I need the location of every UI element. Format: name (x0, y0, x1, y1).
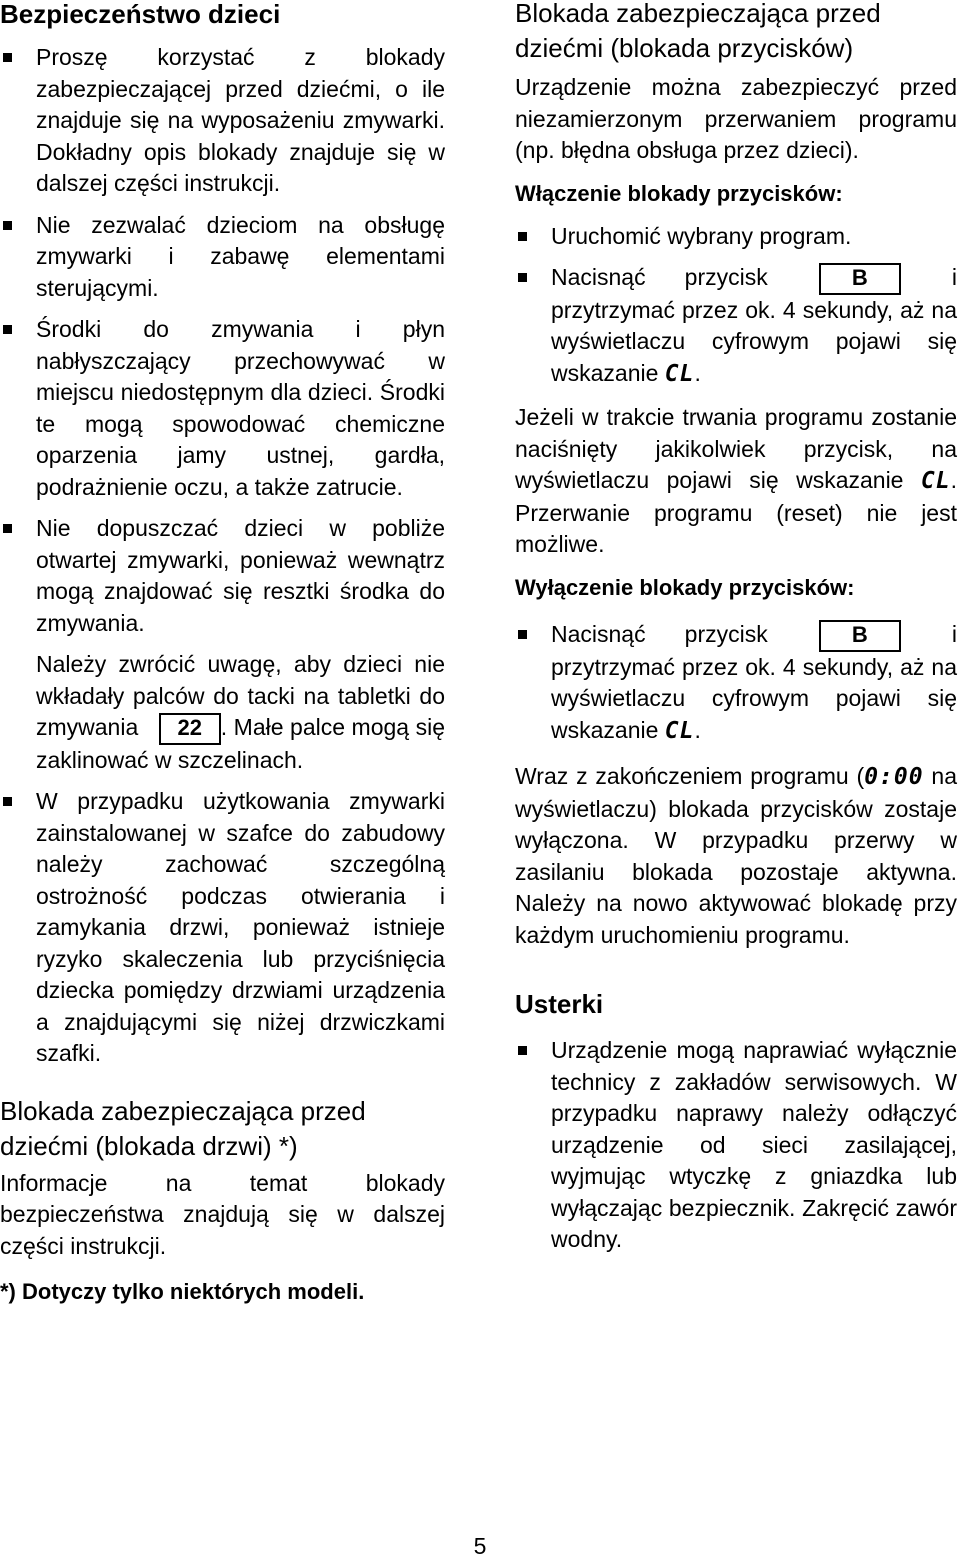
list-item-text: Środki do zmywania i płyn nabłyszczający przechowywać w miejscu niedostępnym dla dzieci. Środki te mogą spowodować chemiczne oparzenia jamy ustnej, gardła, podrażnienie oczu, a także zatrucie. (36, 316, 445, 500)
section-title-child-safety: Bezpieczeństwo dzieci (0, 0, 281, 29)
key-lock-intro: Urządzenie można zabezpieczyć przed niezamierzonym przerwaniem programu (np. błędna obsługa przez dzieci). (515, 74, 957, 163)
bullet-icon (518, 273, 527, 282)
key-b-icon: B (819, 620, 901, 652)
list-item-text: Nie zezwalać dzieciom na obsługę zmywarki i zabawę elementami sterującymi. (36, 211, 445, 301)
period: . (694, 359, 701, 386)
tablet-note-text-after: . Małe palce mogą się zaklinować w szczelinach. (36, 714, 445, 773)
list-item-text-after: i przytrzymać przez ok. 4 sekundy, aż na wyświetlaczu cyfrowym pojawi się wskazanie (551, 620, 958, 743)
key-b-icon: B (819, 263, 901, 295)
bullet-icon (518, 630, 527, 639)
during-text-after: . Przerwanie programu (reset) nie jest możliwe. (515, 467, 958, 558)
enable-heading: Włączenie blokady przycisków: (515, 180, 843, 206)
section-title-key-lock: Blokada zabezpieczająca przed dziećmi (blokada przycisków) (515, 0, 881, 63)
figure-ref-box: 22 (159, 713, 221, 745)
list-item-text: Nacisnąć przycisk (551, 620, 768, 647)
bullet-icon (3, 221, 12, 230)
tablet-tray-note (36, 649, 445, 776)
section-title-door-lock: Blokada zabezpieczająca przed dziećmi (blokada drzwi) *) (0, 1095, 366, 1161)
left-column (0, 0, 445, 1308)
during-program-text (515, 402, 957, 561)
bullet-icon (3, 53, 12, 62)
list-item-text-after: i przytrzymać przez ok. 4 sekundy, aż na wyświetlaczu cyfrowym pojawi się wskazanie (551, 264, 958, 386)
list-item-text: Urządzenie mogą naprawiać wyłącznie technicy z zakładów serwisowych. W przypadku naprawy należy odłączyć urządzenie od sieci zasilającej, wyjmując wtyczkę z gniazdka lub wyłączając bezpiecznik. Zakręcić zawór wodny. (551, 1037, 957, 1253)
right-column (515, 0, 957, 1256)
page-number: 5 (473, 1533, 487, 1559)
bullet-icon (518, 1046, 527, 1055)
bullet-icon (3, 325, 12, 334)
list-item-text: Proszę korzystać z blokady zabezpieczającej przed dziećmi, o ile znajduje się na wyposażeniu zmywarki. Dokładny opis blokady znajduje się w dalszej części instrukcji. (36, 44, 445, 196)
display-cl-icon: CL (664, 360, 695, 387)
list-item (515, 262, 957, 390)
display-cl-icon: CL (920, 468, 951, 495)
list-item (515, 1035, 957, 1256)
list-item (515, 221, 957, 253)
enable-steps (515, 221, 957, 391)
display-000-icon: 0:00 (864, 764, 924, 791)
list-item-text: W przypadku użytkowania zmywarki zainstalowanej w szafce do zabudowy należy zachować szczególną ostrożność podczas otwierania i zamykania drzwi, ponieważ istnieje ryzyko skaleczenia lub przyciśnięcia dziecka pomiędzy drzwiami urządzenia a znajdującymi się niżej drzwiczkami szafki. (36, 788, 445, 1067)
display-cl-icon: CL (664, 717, 695, 744)
program-end-text (515, 761, 957, 951)
footnote: *) Dotyczy tylko niektórych modeli. (0, 1279, 365, 1305)
faults-list (515, 1035, 957, 1256)
child-safety-list (0, 42, 445, 1070)
list-item-text: Nie dopuszczać dzieci w pobliże otwartej zmywarki, ponieważ wewnątrz mogą znajdować się resztki środka do zmywania. (36, 515, 445, 636)
door-lock-text: Informacje na temat blokady bezpieczeństwa znajdują się w dalszej części instrukcji. (0, 1169, 445, 1259)
list-item (0, 786, 445, 1070)
list-item-text: Nacisnąć przycisk (551, 264, 768, 290)
disable-steps (515, 619, 957, 747)
disable-heading: Wyłączenie blokady przycisków: (515, 574, 855, 600)
faults-heading: Usterki (515, 989, 604, 1020)
bullet-icon (3, 524, 12, 533)
during-text: Jeżeli w trakcie trwania programu zostanie naciśnięty jakikolwiek przycisk, na wyświetlaczu pojawi się wskazanie (515, 404, 957, 494)
bullet-icon (518, 232, 527, 241)
list-item (0, 42, 445, 200)
list-item (0, 314, 445, 503)
list-item-text: Uruchomić wybrany program. (551, 222, 852, 249)
bullet-icon (3, 797, 12, 806)
end-text-after: na wyświetlaczu) blokada przycisków zostaje wyłączona. W przypadku przerwy w zasilaniu blokada pozostaje aktywna. Należy na nowo aktywować blokadę przy każdym uruchomieniu programu. (515, 763, 957, 948)
end-text: Wraz z zakończeniem programu ( (515, 763, 865, 790)
list-item (0, 210, 445, 305)
list-item (515, 619, 957, 747)
tablet-note-text: Należy zwrócić uwagę, aby dzieci nie wkładały palców do tacki na tabletki do zmywania (36, 651, 445, 740)
period: . (694, 716, 701, 743)
list-item (0, 513, 445, 776)
